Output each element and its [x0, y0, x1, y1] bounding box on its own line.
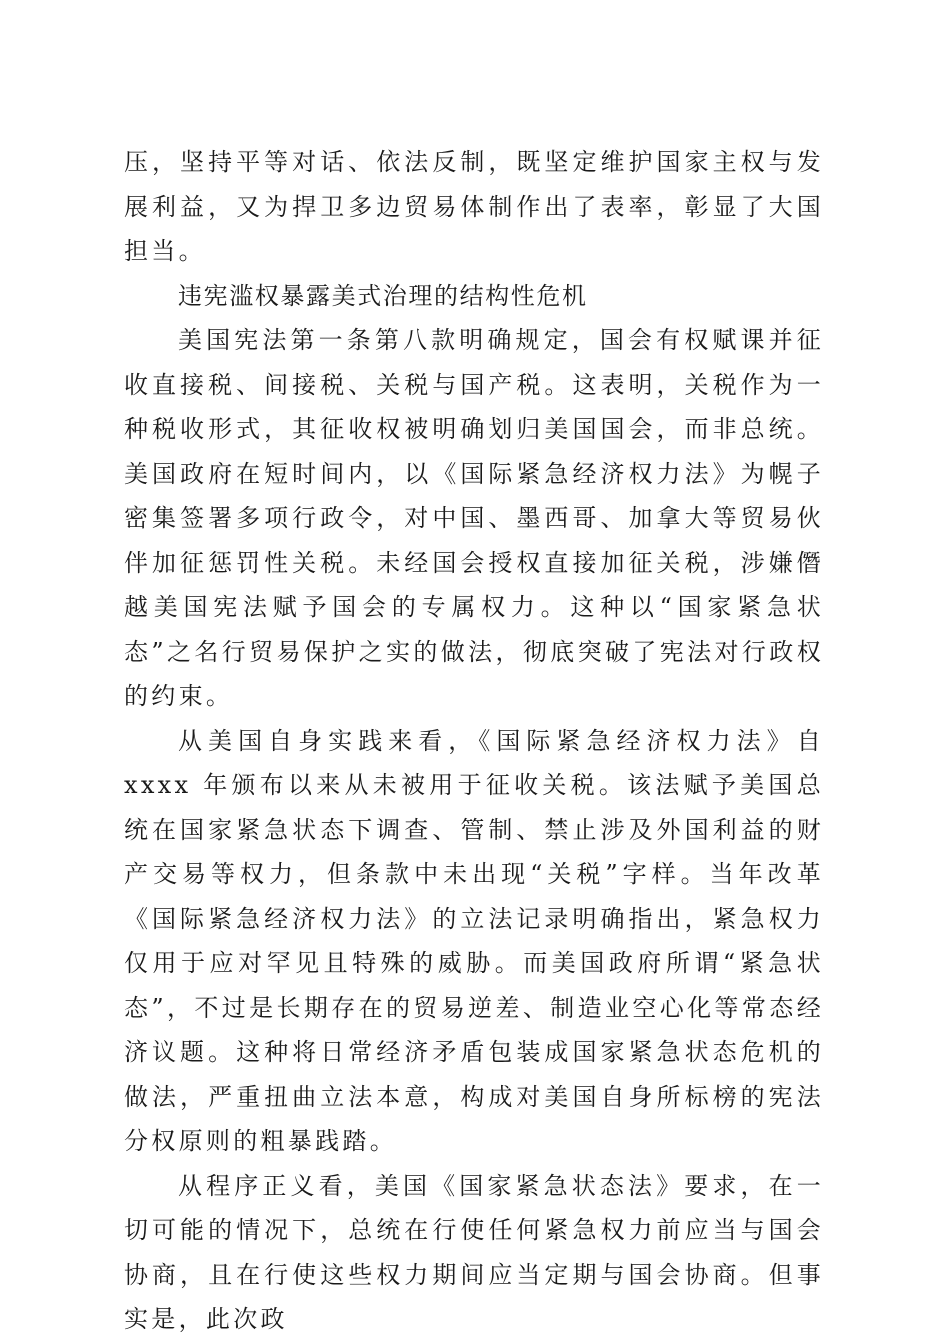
- paragraph-procedure: 从程序正义看，美国《国家紧急状态法》要求，在一切可能的情况下，总统在行使任何紧急权力前应当与国会协商，且在行使这些权力期间应当定期与国会协商。但事实是，此次政: [124, 1171, 824, 1333]
- document-body: [124, 140, 824, 1342]
- paragraph-continuation: 压，坚持平等对话、依法反制，既坚定维护国家主权与发展利益，又为捍卫多边贸易体制作出了表率，彰显了大国担当。: [124, 148, 824, 265]
- paragraph-constitution: 美国宪法第一条第八款明确规定，国会有权赋课并征收直接税、间接税、关税与国产税。这表明，关税作为一种税收形式，其征收权被明确划归美国国会，而非总统。美国政府在短时间内，以《国际紧急经济权力法》为幌子密集签署多项行政令，对中国、墨西哥、加拿大等贸易伙伴加征惩罚性关税。未经国会授权直接加征关税，涉嫌僭越美国宪法赋予国会的专属权力。这种以“国家紧急状态”之名行贸易保护之实的做法，彻底突破了宪法对行政权的约束。: [124, 326, 824, 710]
- section-heading: 违宪滥权暴露美式治理的结构性危机: [178, 281, 588, 310]
- paragraph-practice: 从美国自身实践来看，《国际紧急经济权力法》自 xxxx 年颁布以来从未被用于征收关税。该法赋予美国总统在国家紧急状态下调查、管制、禁止涉及外国利益的财产交易等权力，但条款中未出现“关税”字样。当年改革《国际紧急经济权力法》的立法记录明确指出，紧急权力仅用于应对罕见且特殊的威胁。而美国政府所谓“紧急状态”，不过是长期存在的贸易逆差、制造业空心化等常态经济议题。这种将日常经济矛盾包装成国家紧急状态危机的做法，严重扭曲立法本意，构成对美国自身所标榜的宪法分权原则的粗暴践踏。: [124, 726, 824, 1155]
